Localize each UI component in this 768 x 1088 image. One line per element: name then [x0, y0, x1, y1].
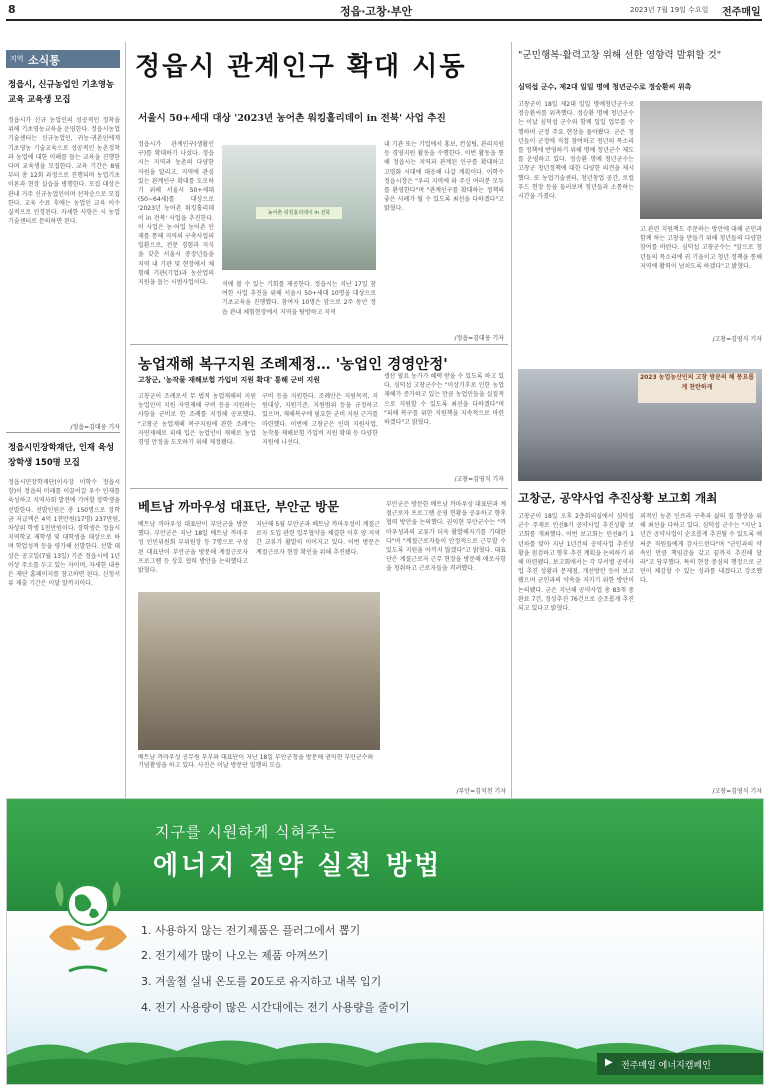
right-quote-headline: "군민행복·활력고창 위해 선한 영향력 발휘할 것"	[518, 50, 722, 61]
sidebar-headline-1: 정읍시, 신규농업인 기초영농교육 교육생 모집	[8, 79, 115, 104]
mid-body-right: 생산 필요 농가가 혜택 받을 수 있도록 하고 있다. 심덕섭 고창군수는 "이상기후로 인한 농업재해가 증가하고 있는 만큼 농업인들을 실질적으로 지원할 수 있도록 최선을 다하겠다"며 "피해 복구를 위한 지원책을 지속적으로 마련하겠다"고 밝혔다.	[384, 373, 504, 427]
right-meeting-photo	[518, 369, 762, 481]
page-header	[0, 0, 768, 18]
ad-item-4: 4. 전기 사용량이 많은 시간대에는 전기 사용량을 줄이기	[141, 1001, 410, 1014]
main-divider	[130, 344, 508, 345]
main-subheadline: 서울시 50+세대 대상 '2023년 농어촌 워킹홀리데이 in 전북' 사업 추진	[138, 113, 446, 124]
main-body-right: 내 기관 또는 기업에서 홍보, 컨설팅, 관리지원 등 경영지원 활동을 수행한다. 이번 활동을 통해 정읍시는 지역과 관계된 인구를 확대하고 고령화 시대에 대응해 나갈 계획이다. 이학수 정읍시장은 "우리 지역에 와 주신 여러분 모두를 환영한다"며 "관계인구를 확대하는 정책의 좋은 사례가 될 수 있도록 최선을 다하겠다"고 밝혔다.	[384, 141, 504, 213]
main-byline: /정읍=김대웅 기자	[454, 335, 504, 342]
sidebar-header	[6, 50, 120, 68]
right-column-rule	[511, 42, 512, 904]
ad-footer-bar	[597, 1053, 763, 1075]
ad-footer-text: 전주매일 에너지캠페인	[621, 1061, 711, 1071]
ad-subtitle: 지구를 시원하게 식혀주는	[155, 823, 337, 841]
main-photo	[222, 145, 376, 270]
sidebar	[6, 50, 120, 900]
right-body-left: 고창군이 18일 제2대 일일 명예청년군수로 정승환씨를 위촉했다. 정승환 명예 청년군수는 이날 심덕섭 군수와 함께 일일 업무를 수행하며 군정 주요 현장을 돌아봤다. 군은 청년들이 군정에 직접 참여하고 청년의 목소리를 정책에 반영하기 위해 명예 청년군수 제도를 운영하고 있다. 정승환 명예 청년군수는 고창군 청년정책에 대한 다양한 의견을 제시했다. 또 농업기술센터, 청년창업 공간, 로컬푸드 현장 등을 둘러보며 청년들과 소통하는 시간을 가졌다.	[518, 101, 634, 201]
main-headline: 정읍시 관계인구 확대 시동	[135, 52, 467, 82]
main-photo-banner: 농어촌 워킹홀리데이 in 전북	[256, 207, 342, 219]
buan-photo	[138, 592, 380, 750]
ad-item-3: 3. 겨울철 실내 온도를 20도로 유지하고 내복 입기	[141, 975, 382, 988]
mid-body-left: 고창군이 조례로서 무 법적 농업재해의 지원 농업인이 지원 자연재해 구비 등을 지원하는 사항을 군비로 한 조례를 지정해 공포했다. "고창군 농업재해 복구지원에 관한 조례"는 자연재해로 피해 입은 농업인이 재해로 농업경영 안정을 도모하기 위해 제정됐다.	[138, 393, 256, 447]
mid-headline: 농업재해 복구지원 조례제정… '농업인 경영안정'	[138, 356, 448, 373]
right-mid-body-right: 외적인 농촌 인프라 구축과 삶의 질 향상을 위해 최선을 다하고 있다. 심덕섭 군수는 "지난 1년간 공약사업이 순조롭게 추진될 수 있도록 애써준 직원들에게 감사드린다"며 "군민과의 약속인 만큼 책임감을 갖고 끝까지 추진해 달라"고 당부했다. 특히 현장 중심의 행정으로 군민이 체감할 수 있는 성과를 내겠다고 강조했다.	[640, 513, 762, 585]
buan-body-left: 베트남 까마우성 대표단이 부안군을 방문했다. 부안군은 지난 18일 베트남 까마우성 인민위원회 부위원장 등 7명으로 구성된 대표단이 부안군을 방문해 계절근로자 프로그램 등 상호 협력 방안을 논의했다고 밝혔다.	[138, 521, 248, 575]
right-meeting-banner: 2023 농업농산인의 고창 방문의 해 풍요롭게 찬란하게	[638, 373, 756, 403]
ad-item-2: 2. 전기세가 많이 나오는 제품 아껴쓰기	[141, 949, 329, 962]
right-mid-headline: 고창군, 공약사업 추진상황 보고회 개최	[518, 491, 718, 505]
earth-hands-icon	[39, 875, 137, 987]
energy-ad	[6, 798, 764, 1085]
right-body-right: 고 관련 지원책도 주문하는 방안에 대해 군민과 함께 하는 고창을 만들기 위해 청년들의 다양한 참여를 바란다. 심덕섭 고창군수는 "앞으로 청년들의 목소리에 귀 기울이고 청년 정책을 통해 지역에 활력이 넘치도록 하겠다"고 밝혔다.	[640, 226, 762, 270]
sidebar-byline-1: /정읍=김대웅 기자	[70, 424, 120, 431]
mid-subheadline: 고창군, '농작물 재해보험 가입비 지원 확대' 통해 군비 지원	[138, 376, 320, 384]
ad-title: 에너지 절약 실천 방법	[153, 851, 443, 881]
buan-photo-caption: 베트남 까마우성 공무원 부부와 대표단이 지난 18일 부안군청을 방문해 권익현 부안군수와 기념촬영을 하고 있다. 사진은 이날 방문단 일행의 모습.	[138, 754, 374, 769]
section-name: 정읍·고창·부안	[340, 5, 413, 18]
right-byline: /고창=김영식 기자	[712, 336, 762, 343]
right-mid-byline: /고창=김영식 기자	[712, 788, 762, 795]
right-mid-body-left: 고창군이 18일 오후 2층회의실에서 심덕섭 군수 주재로 민선8기 공약사업 추진상황 보고회를 개최했다. 이번 보고회는 민선8기 1년차를 맞아 지난 1년간의 공약사업 추진상황을 점검하고 향후 추진 계획을 논의하기 위해 마련됐다. 보고회에서는 각 부서별 공약사업 추진 상황과 문제점, 개선방안 등이 보고됐으며 군민과의 약속을 지키기 위한 방안이 논의됐다. 군은 지난해 공약사업 총 83개 중 완료 7건, 정상추진 76건으로 순조롭게 추진되고 있다고 밝혔다.	[518, 513, 634, 613]
main-body-mid: 석에 볼 수 있는 기회를 제공한다. 정읍시는 지난 17일 참여한 사업 추진을 위해 서울시 50+세대 10명을 대상으로 기초교육을 진행했다. 참여자 10명은 앞으로 2주 동안 정읍 관내 체험현장에서 지역을 탐방하고 지역	[222, 281, 376, 316]
right-portrait-photo	[640, 101, 762, 219]
buan-headline: 베트남 까마우성 대표단, 부안군 방문	[138, 499, 340, 514]
buan-body-right: 부안군은 방문한 베트남 까마우성 대표단과 계절근로자 프로그램 운영 현황을 공유하고 향후 협력 방안을 논의했다. 권익현 부안군수는 "까마우성과의 교류가 더욱 활발해지기를 기대한다"며 "계절근로자들이 안정적으로 근무할 수 있도록 지원을 아끼지 않겠다"고 밝혔다. 대표단은 계절근로자 근무 현장을 방문해 애로사항을 청취하고 근로자들을 격려했다.	[386, 501, 506, 573]
sidebar-body-1: 정읍시가 신규 농업인의 성공적인 정착을 위해 기초영농교육을 운영한다. 정읍시농업기술센터는 신규농업인, 귀농·귀촌인에게 기초영농 기술교육으로 성공적인 농촌정착과 농업에 대한 이해를 돕는 교육을 진행한다며 교육생을 모집한다. 교육 기간은 8월부터 총 12회 과정으로 진행되며 농업기초 이론과 현장 실습을 병행한다. 모집 대상은 관내 거주 신규농업인이며 선착순으로 모집한다. 교육 수료 후에는 농업인 교육 이수 실적으로 인정된다. 자세한 사항은 시 농업기술센터로 문의하면 된다.	[8, 117, 120, 226]
header-rule	[6, 19, 762, 21]
mid-byline: /고창=김영식 기자	[454, 476, 504, 483]
sidebar-headline-2: 정읍시민장학재단, 인재 육성 장학생 150명 모집	[8, 442, 115, 467]
ad-item-1: 1. 사용하지 않는 전기제품은 플러그에서 뽑기	[141, 924, 361, 937]
issue-date: 2023년 7월 19일 수요일	[630, 6, 709, 14]
buan-body-mid: 지난해 5월 부안군과 베트남 까마우성이 계절근로자 도입 관련 업무협약을 체결한 이후 양 지역 간 교류가 활발히 이어지고 있다. 이번 방문은 계절근로자 현장 확인을 위해 추진됐다.	[256, 521, 380, 556]
mid-body-mid: 구비 등을 지원한다. 조례안은 지원목적, 지원대상, 지원기준, 지원범위 등을 규정하고 있으며, 재해복구에 필요한 군비 지원 근거를 마련했다. 이번에 고창군은 인력 지원사업, 농작물 재해보험 가입비 지원 확대 등 다양한 지원에 나선다.	[262, 393, 378, 447]
sidebar-title: 소식통	[28, 54, 60, 67]
mid-divider	[130, 488, 508, 489]
buan-byline: /부안=김석천 기자	[456, 788, 506, 795]
sidebar-body-2: 정읍시민장학재단(이사장 이학수 정읍시장)이 정읍의 미래를 이끌어갈 우수 인재를 육성하고 지역사회 발전에 기여할 장학생을 선발한다. 선발인원은 총 150명으로 장학금 지급액은 4억 1천만원(17명) 237만원, 차상위 학생 1천만원이다. 장학생은 정읍시 지역학교 재학생 및 대학생을 대상으로 하며 학업성적 등을 평가해 선발한다. 선발 대상은 공고일(7월 13일) 기준 정읍시에 1년 이상 주소를 두고 있는 자이며, 자세한 내용은 재단 홈페이지를 참고하면 된다. 신청서류 제출 기간은 이달 말까지이다.	[8, 479, 120, 588]
page-number: 8	[8, 3, 16, 16]
paper-name: 전주매일	[722, 7, 761, 18]
sidebar-tag: 지역	[10, 55, 24, 63]
sidebar-divider	[6, 432, 120, 433]
right-subheadline: 심덕섭 군수, 제2대 일일 명예 청년군수로 정승환씨 위촉	[518, 83, 692, 91]
sidebar-column-rule	[125, 42, 126, 904]
main-body-left: 정읍시가 관계인구(생활인구)를 확대하기 나섰다. 정읍시는 지역과 농촌의 다양한 자원을 알리고, 지역에 관심 있는 관계인구 확대를 도모하기 위해 서울시 50+세대(50~64세)를 대상으로 '2023년 농어촌 워킹홀리데이 in 전북' 사업을 추진한다. 이 사업은 농·어업 농어촌 인재를 통해 지역의 구축사업의 일환으로, 전문 경험과 지식을 갖춘 서울시 중장년들을 지역 내 기관 및 현장에서 체험해 기관(기업)과 농산업의 지원을 돕는 시범사업이다.	[138, 141, 214, 287]
ad-footer-arrow-icon: ▶	[605, 1057, 613, 1068]
